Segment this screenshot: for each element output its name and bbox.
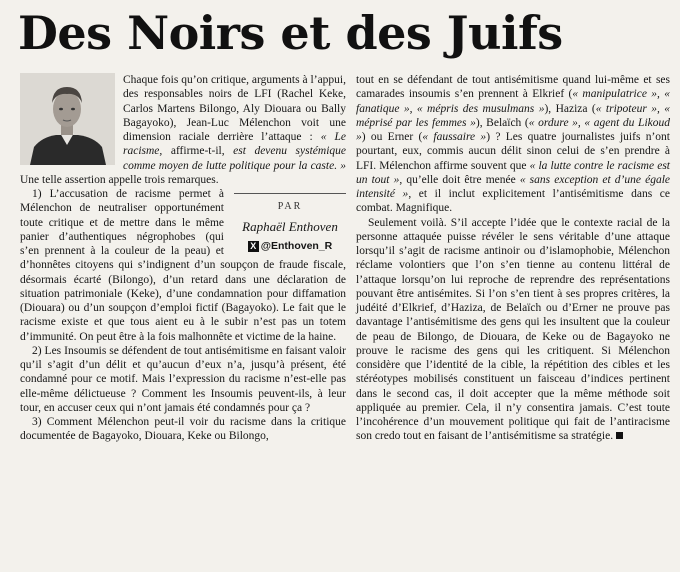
end-mark-icon xyxy=(616,432,623,439)
paragraph-conclusion: Seulement voilà. S’il accepte l’idée que le contexte racial de la personne attaquée puisse révéler le sens véritable d’une attaque lorsqu’il s’agit de racisme antinoir ou d’islamophobie, Mélenchon réclame volontiers que l’on s’en tienne au contenu littéral de l’attaque lorsqu’on lui reproche de reprendre des représentations pouvant être antisémites. Si l’on s’en tient à ses propres critères, la judéité d’Elkrief, d’Haziza, de Belaïch ou d’Erner ne prouve pas davantage l’antisémitisme des gens qui les insultent que la couleur de peau de Bilongo, de Diouara, de Keke ou de Bagayoko ne prouve le racisme des gens qui les critiquent. Si Mélenchon considère que l’identité de la cible, la répétition des cibles et les stéréotypes mobilisés constituent un faisceau d’indices pertinent dans le second cas, il doit accepter que la même méthode soit appliquée au premier. Cela, il n’y consentira jamais. C’est toute l’incohérence d’un mouvement politique qui fait de l’antiracisme son credo tout en faisant de l’antisémitisme sa stratégie. xyxy=(356,216,670,443)
paragraph-3: 3) Comment Mélenchon peut-il voir du racisme dans la critique documentée de Bagayoko, Diouara, Keke ou Bilongo, xyxy=(20,416,346,443)
byline-handle[interactable]: X @Enthoven_R xyxy=(234,239,346,253)
paragraph-1: 1) L’accusation de racisme permet à Mélenchon de neutraliser opportunément toute critique et de mettre dans le même panier d’authentiques négrophobes (qui s’en prennent à la couleur de la peau) et d’honnêtes citoyens qui s’indignent d’un soupçon de fraude fiscale, désormais écarté (Bilongo), d’un retard dans une déclaration de situation patrimoniale (Keke), d’une condamnation pour diffamation (Diouara) ou d’un soupçon d’emploi fictif (Bagayoko). Le fait que le racisme existe et que tous aient eu à le subir n’est pas un totem d’immunité. On peut être à la fois malhonnête et victime de la haine. xyxy=(20,188,346,343)
x-logo-icon: X xyxy=(248,241,259,252)
column-right xyxy=(356,73,670,444)
headline: Des Noirs et des Juifs xyxy=(18,6,563,60)
byline-par: PAR xyxy=(277,201,303,212)
paragraph-continued: tout en se défendant de tout antisémitisme quand lui-même et ses camarades insoumis s’en prennent à Elkrief (« manipulatrice », « fanatique », « mépris des musulmans »), Haziza (« tripoteur », « méprisé par les femmes »), Belaïch (« ordure », « agent du Likoud ») ou Erner (« faussaire ») ? Les quatre journalistes juifs n’ont pourtant, eux, commis aucun délit sinon celui de s’en prendre à LFI. Mélenchon affirme souvent que « la lutte contre le racisme est un tout », qu’elle doit être menée « sans exception et d’une égale intensité », et il inclut explicitement l’antisémitisme dans ce combat. Magnifique. xyxy=(356,74,670,215)
portrait-image xyxy=(20,73,115,165)
author-photo xyxy=(20,73,115,165)
byline-author: Raphaël Enthoven xyxy=(242,219,338,235)
column-left xyxy=(20,73,346,444)
byline xyxy=(234,193,346,253)
paragraph-2: 2) Les Insoumis se défendent de tout antisémitisme en faisant valoir qu’il s’agit d’un délit et qu’aucun d’eux n’a, jusqu’à présent, été condamné pour ce motif. Mais l’expression du racisme n’est-elle pas elle-même délictueuse ? Comment les Insoumis peuvent-ils, à leur tour, en accuser ceux qui n’ont jamais été condamnés pour ça ? xyxy=(20,344,346,414)
intro-paragraph: Chaque fois qu’on critique, arguments à l’appui, des responsables noirs de LFI (Rachel Keke, Carlos Martens Bilongo, Aly Diouara ou Bally Bagayoko), Jean-Luc Mélenchon voit une dimension raciale derrière l’attaque : « Le racisme, affirme-t-il, est devenu systémique comme moyen de lutte politique pour la caste. » Une telle assertion appelle trois remarques. xyxy=(20,74,346,186)
